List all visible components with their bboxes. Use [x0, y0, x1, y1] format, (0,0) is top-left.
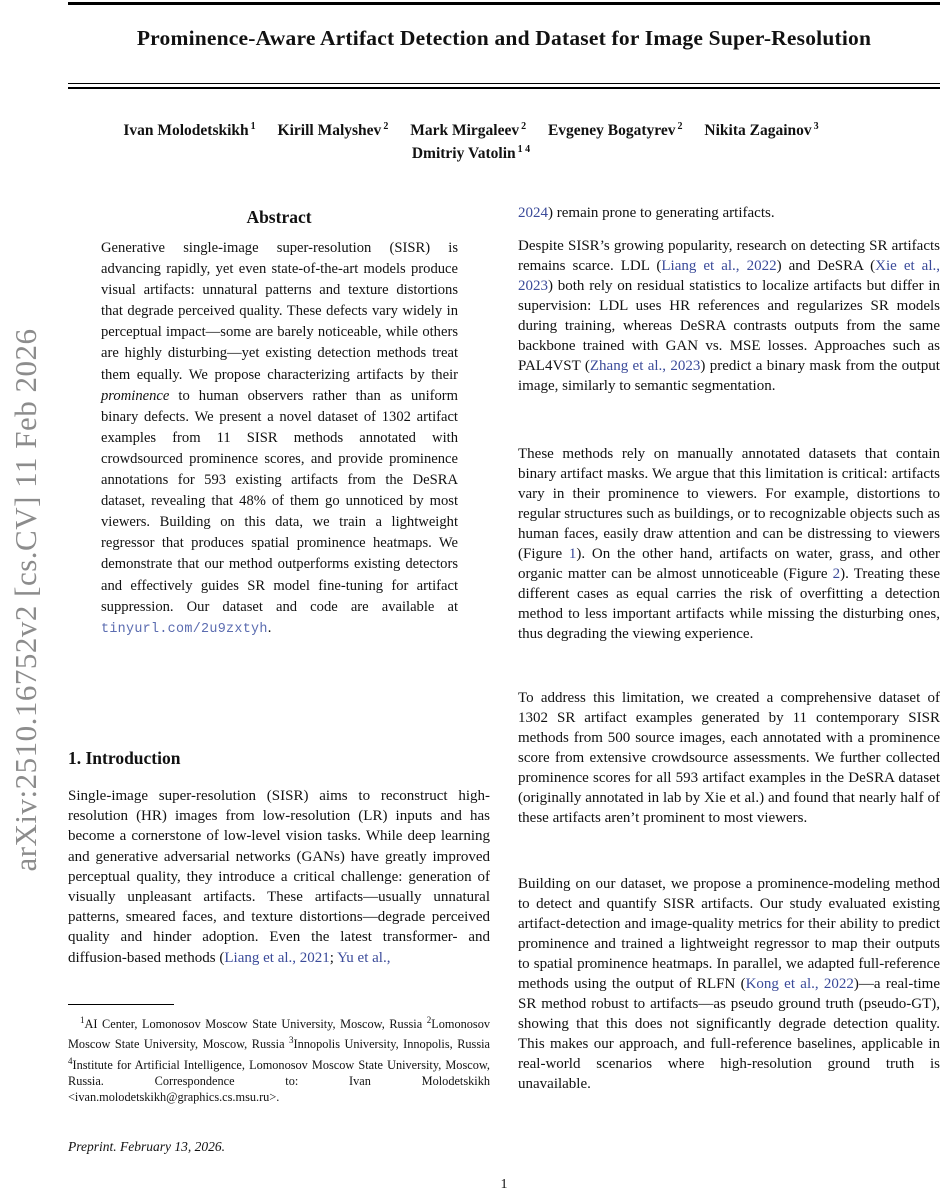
- author-affiliation-sup: 2: [521, 121, 527, 132]
- affiliation-1: AI Center, Lomonosov Moscow State University, Moscow, Russia: [84, 1017, 427, 1032]
- citation-liang-2022[interactable]: Liang et al., 2022: [661, 258, 777, 274]
- title-separator-rule: [68, 83, 940, 89]
- body-segment: Single-image super-resolution (SISR) aims to reconstruct high-resolution (HR) images from low-resolution (LR) inputs and has become a cornerstone of low-level vision tasks. While deep learning and generative adversarial networks (GANs) have greatly improved perceptual quality, they introduce a critical challenge: generation of visually unpleasant artifacts. These artifacts—usually unnatural patterns, smeared faces, and texture distortions—degrade perceived quality and hinder adoption. Even the latest transformer- and diffusion-based methods (: [68, 788, 490, 966]
- right-paragraph-2: [518, 236, 940, 396]
- citation-year-2024[interactable]: 2024: [518, 205, 548, 221]
- author-name: Ivan Molodetskikh: [123, 122, 249, 140]
- citation-kong-2022[interactable]: Kong et al., 2022: [745, 976, 854, 992]
- abstract-segment: to human observers rather than as uniform binary defects. We present a novel dataset of 1302 artifact examples from 11 SISR methods annotated with crowdsourced prominence scores, and provide prominence annotations for 593 existing artifacts from the DeSRA dataset, revealing that 48% of them go unnoticed by most viewers. Building on this data, we train a lightweight regressor that produces spatial prominence heatmaps. We demonstrate that our method outperforms existing detectors and effectively guides SR model fine-tuning for artifact suppression. Our dataset and code are available at: [101, 387, 458, 615]
- citation-xie-2023[interactable]: Xie et al., 2023: [518, 258, 941, 294]
- top-rule: [68, 2, 940, 5]
- author-4: [548, 122, 683, 139]
- right-paragraph-5: [518, 874, 940, 1094]
- abstract-heading: Abstract: [246, 207, 312, 227]
- body-segment: )—a real-time SR method robust to artifacts—as pseudo ground truth (pseudo-GT), showing that this does not significantly degrade detection quality. This makes our approach, and full-reference baselines, applicable in real-world scenarios where high-resolution ground truth is unavailable.: [518, 976, 940, 1092]
- affiliation-sup-4: 4: [68, 1055, 73, 1066]
- right-paragraph-3: [518, 444, 940, 644]
- author-1: [123, 122, 255, 139]
- body-segment: ;: [329, 949, 338, 966]
- author-affiliation-sup: 3: [813, 121, 819, 132]
- affiliation-2: Lomonosov Moscow State University, Moscow, Russia: [68, 1017, 490, 1052]
- author-affiliation-sup: 2: [677, 121, 683, 132]
- affiliation-sup-1: 1: [80, 1015, 85, 1025]
- abstract-text: [101, 238, 458, 640]
- body-segment: ) and DeSRA (: [776, 258, 876, 274]
- affiliation-4-and-correspondence: Institute for Artificial Intelligence, Lomonosov Moscow State University, Moscow, Russia. Correspondence to: Ivan Molodetskikh <ivan.molodetskikh@graphics.cs.msu.ru>.: [68, 1057, 490, 1105]
- citation-yu[interactable]: Yu et al.,: [337, 949, 391, 966]
- author-affiliation-sup: 1 4: [517, 144, 531, 156]
- body-segment: These methods rely on manually annotated datasets that contain binary artifact masks. We argue that this limitation is critical: artifacts vary in their prominence to viewers. For example, distortions to regular structures such as buildings, or to recognizable objects such as human faces, easily draw attention and can be distressing to viewers (Figure: [518, 446, 940, 562]
- body-segment: Building on our dataset, we propose a prominence-modeling method to detect and quantify SISR artifacts. Our study evaluated existing artifact-detection and image-quality metrics for their ability to predict prominence and trained a lightweight regressor to map their outputs to spatial prominence heatmaps. In parallel, we adapted full-reference methods using the output of RLFN (: [518, 876, 940, 992]
- author-3: [410, 122, 526, 139]
- author-6: [412, 145, 530, 162]
- body-segment: ) predict a binary mask from the output image, similarly to semantic segmentation.: [518, 358, 940, 394]
- citation-zhang-2023[interactable]: Zhang et al., 2023: [589, 358, 701, 374]
- dataset-url-link[interactable]: tinyurl.com/2u9zxtyh: [101, 621, 268, 637]
- abstract-segment: .: [267, 619, 272, 636]
- footnote-rule: [68, 1004, 174, 1005]
- page-number: 1: [500, 1177, 508, 1192]
- section-heading-introduction: 1. Introduction: [68, 748, 181, 768]
- author-5: [704, 122, 818, 139]
- author-name: Dmitriy Vatolin: [411, 145, 516, 163]
- preprint-date-line: Preprint. February 13, 2026.: [68, 1139, 225, 1154]
- abstract-segment: Generative single-image super-resolution (SISR) is advancing rapidly, yet even state-of-the-art models produce visual artifacts: unnatural patterns and texture distortions that degrade perceived quality. These defects vary widely in perceptual impact—some are barely noticeable, while others are highly disturbing—yet existing detection methods treat them equally. We propose characterizing artifacts by their: [101, 240, 458, 383]
- right-paragraph-4: [518, 688, 940, 828]
- figure-2-ref[interactable]: 2: [832, 566, 841, 582]
- author-row-1: [0, 121, 942, 140]
- body-segment: ) both rely on residual statistics to localize artifacts but differ in supervision: LDL uses HR references and regularizes SR models during training, whereas DeSRA contrasts outputs from the same backbone trained with GAN vs. MSE losses. Approaches such as PAL4VST (: [518, 278, 940, 374]
- prominence-emphasis: prominence: [101, 387, 170, 404]
- author-affiliation-sup: 1: [250, 121, 256, 132]
- arxiv-watermark: arXiv:2510.16752v2 [cs.CV] 11 Feb 2026: [8, 328, 43, 872]
- author-name: Kirill Malyshev: [277, 122, 382, 140]
- body-segment: To address this limitation, we created a comprehensive dataset of 1302 SR artifact examples generated by 11 contemporary SISR methods from 500 source images, each annotated with a prominence score from extensive crowdsource assessments. We further collected prominence scores for all 593 artifact examples in the DeSRA dataset (originally annotated in lab by Xie et al.) and found that nearly half of these artifacts aren’t prominent to most viewers.: [518, 690, 940, 826]
- figure-1-ref[interactable]: 1: [568, 546, 577, 562]
- body-segment: ). On the other hand, artifacts on water, grass, and other organic matter can be almost unnoticeable (Figure: [518, 546, 940, 582]
- author-name: Evgeney Bogatyrev: [547, 122, 676, 140]
- author-affiliation-sup: 2: [383, 121, 389, 132]
- author-row-2: [0, 144, 942, 163]
- right-paragraph-1: [518, 203, 940, 223]
- author-name: Nikita Zagainov: [704, 122, 812, 140]
- citation-liang-2021[interactable]: Liang et al., 2021: [224, 949, 330, 966]
- body-segment: ) remain prone to generating artifacts.: [548, 205, 775, 221]
- author-2: [278, 122, 389, 139]
- footnote-text: [68, 1012, 490, 1105]
- body-segment: Despite SISR’s growing popularity, research on detecting SR artifacts remains scarce. LDL (: [518, 238, 940, 274]
- author-block: [0, 121, 942, 163]
- affiliation-sup-3: 3: [289, 1035, 294, 1046]
- footnote-block: [68, 1004, 490, 1105]
- body-segment: ). Treating these different cases as equal carries the risk of overfitting a detection method to less important artifacts while missing the disturbing ones, thus degrading the viewing experience.: [518, 566, 940, 642]
- affiliation-sup-2: 2: [426, 1015, 432, 1025]
- introduction-paragraph: [68, 786, 490, 968]
- paper-title: Prominence-Aware Artifact Detection and Dataset for Image Super-Resolution: [136, 26, 872, 50]
- author-name: Mark Mirgaleev: [410, 122, 520, 140]
- affiliation-3: Innopolis University, Innopolis, Russia: [293, 1037, 490, 1052]
